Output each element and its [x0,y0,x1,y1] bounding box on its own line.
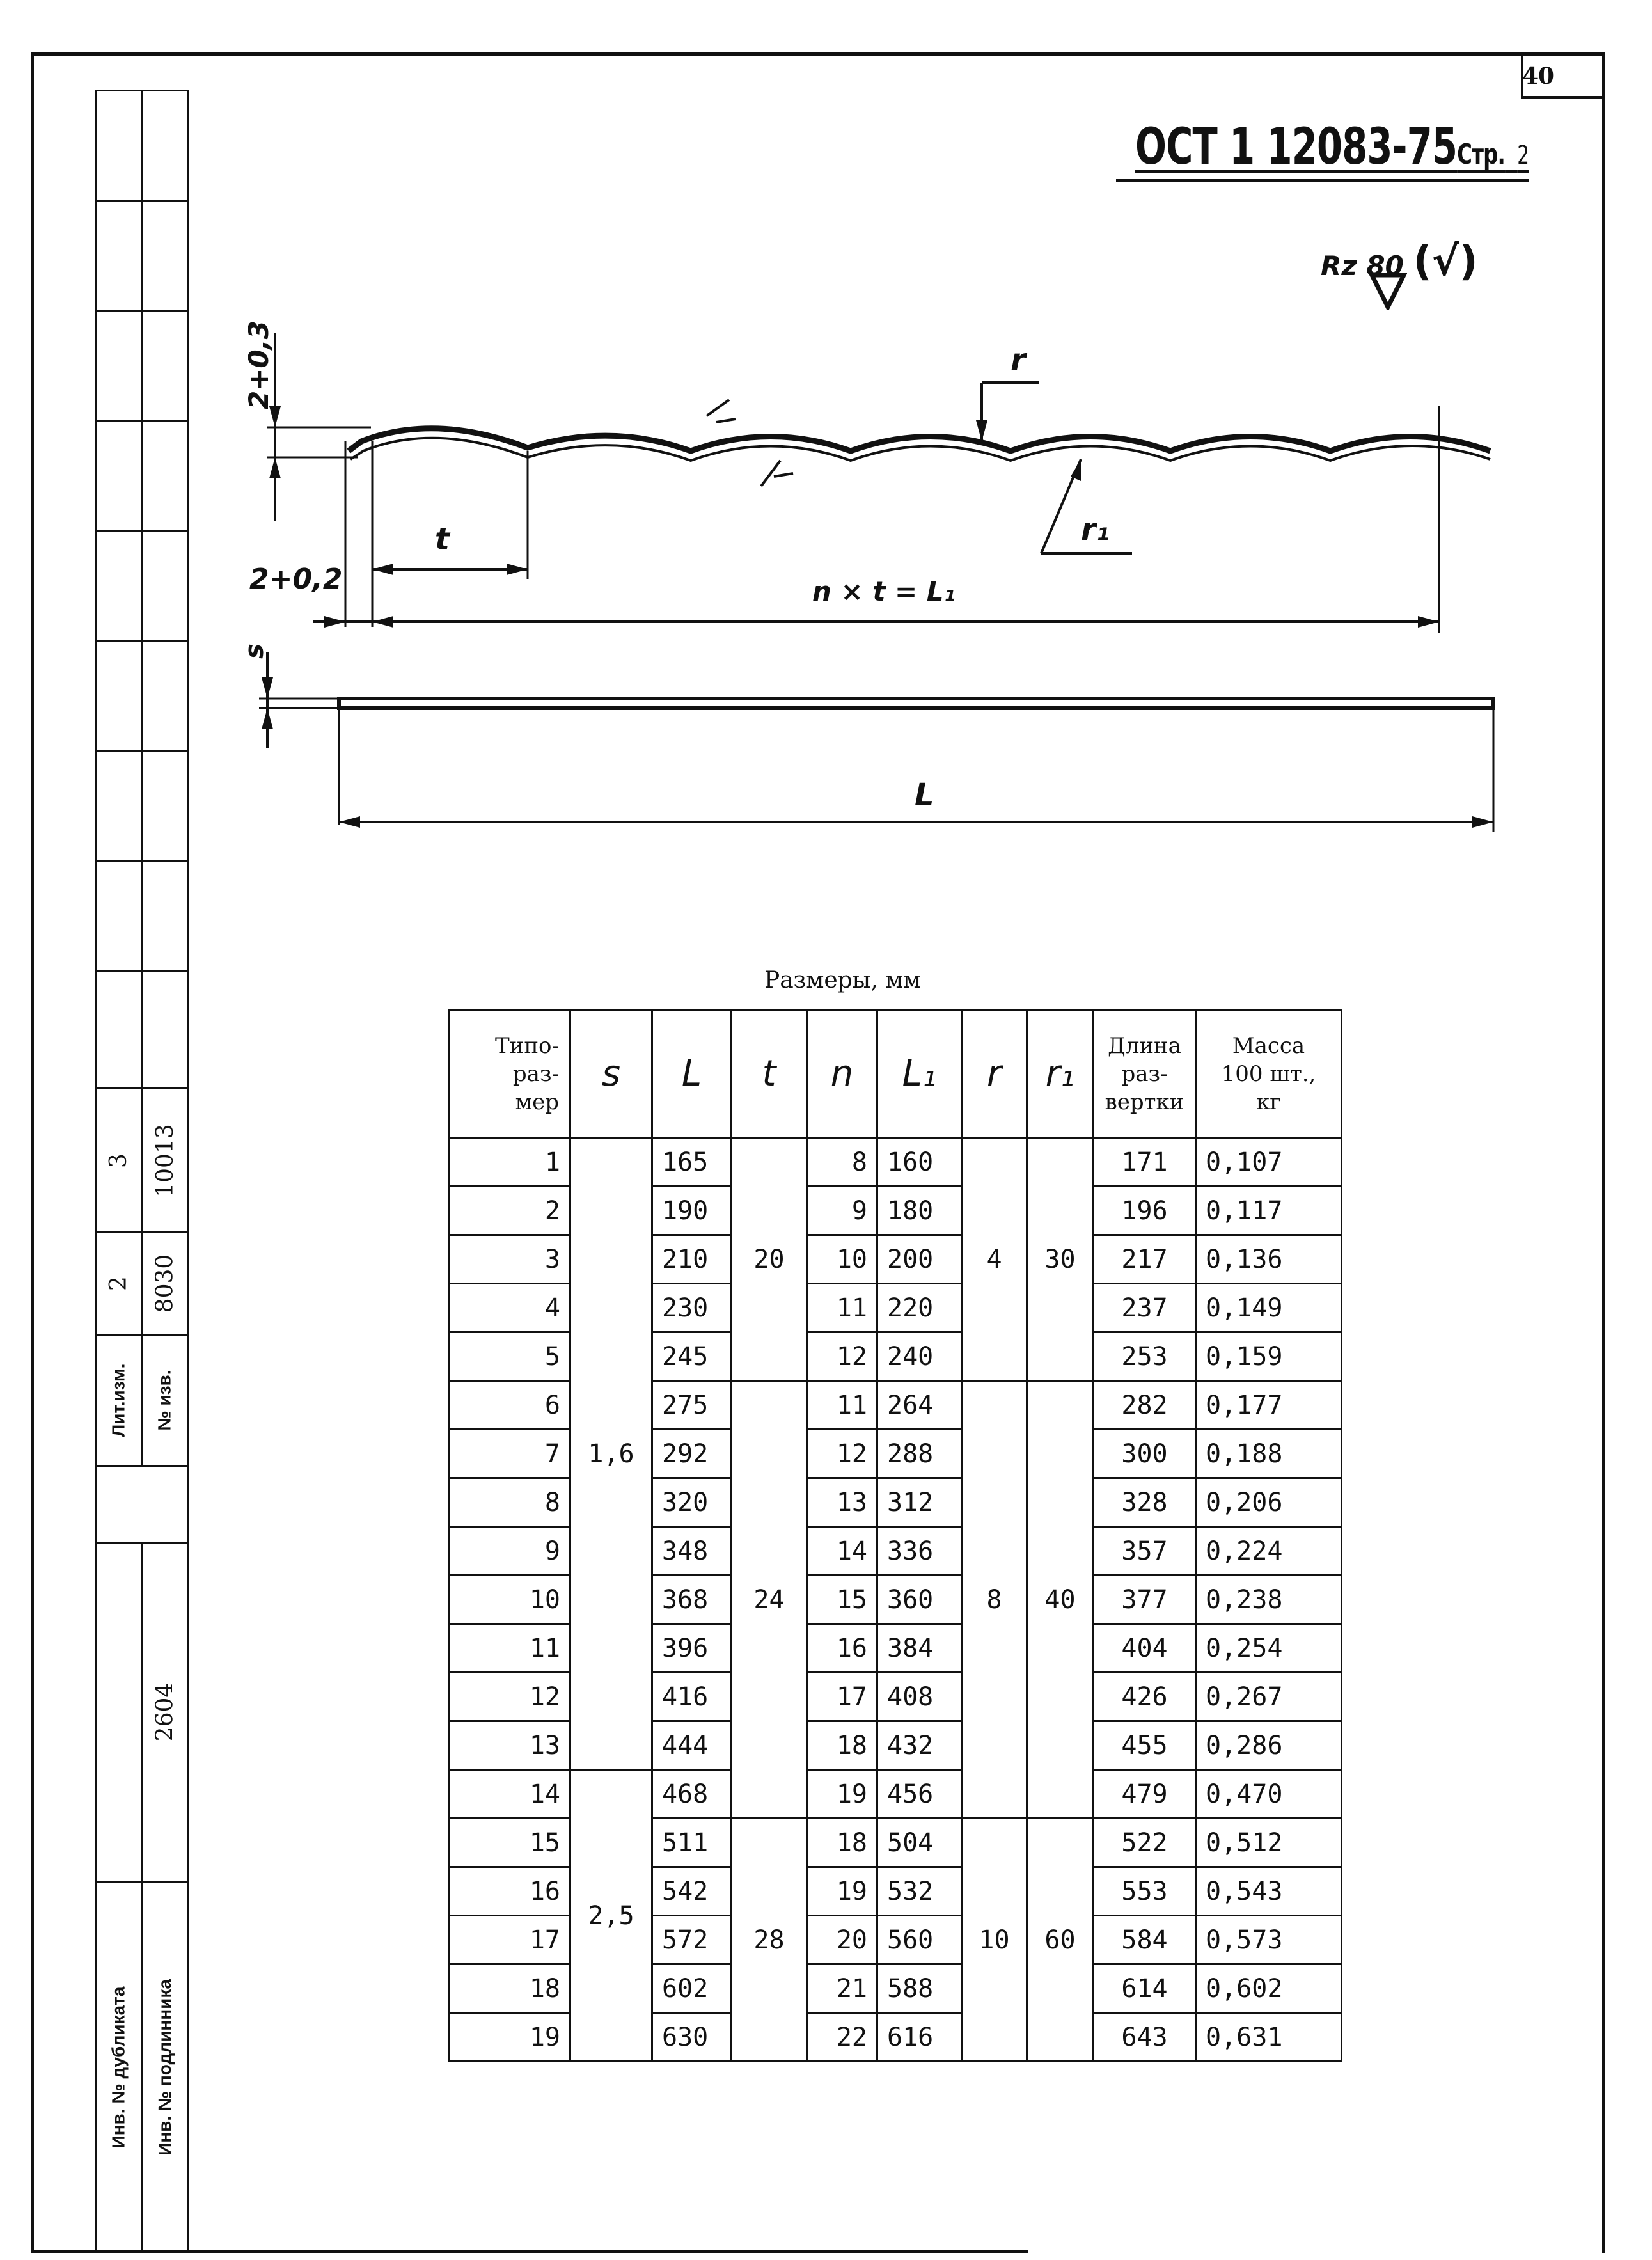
cell-L1: 200 [877,1235,962,1284]
header-development-length: Длина раз- вертки [1094,1011,1196,1138]
table-row [449,1138,1342,1187]
cell-mass: 0,254 [1196,1624,1342,1673]
cell-type: 7 [449,1430,570,1478]
cell-L1: 504 [877,1819,962,1867]
part-drawing [0,0,1652,896]
cell-r1: 40 [1027,1381,1094,1819]
cell-n: 19 [807,1770,877,1819]
cell-n: 19 [807,1867,877,1916]
dim-height: 2+0,3 [243,320,274,409]
header-n: n [807,1011,877,1138]
cell-mass: 0,136 [1196,1235,1342,1284]
revision-2-number: 2 [106,1276,132,1291]
cell-L: 320 [652,1478,732,1527]
cell-L1: 312 [877,1478,962,1527]
cell-mass: 0,224 [1196,1527,1342,1576]
cell-L: 444 [652,1721,732,1770]
cell-n: 12 [807,1430,877,1478]
cell-n: 14 [807,1527,877,1576]
cell-t: 24 [732,1381,807,1819]
roughness-label: Rz 80 [1321,250,1404,281]
cell-development-length: 300 [1094,1430,1196,1478]
cell-L: 542 [652,1867,732,1916]
revision-3-number: 3 [106,1153,132,1168]
cell-n: 12 [807,1332,877,1381]
cell-type: 18 [449,1964,570,2013]
cell-type: 1 [449,1138,570,1187]
header-s: s [570,1011,652,1138]
cell-mass: 0,267 [1196,1673,1342,1721]
dim-radius-inner: r₁ [1081,512,1110,548]
cell-L1: 588 [877,1964,962,2013]
cell-development-length: 196 [1094,1187,1196,1235]
cell-r1: 30 [1027,1138,1094,1381]
cell-development-length: 553 [1094,1867,1196,1916]
cell-L1: 560 [877,1916,962,1964]
header-L: L [652,1011,732,1138]
table-body [449,1138,1342,2062]
cell-L: 630 [652,2013,732,2062]
cell-L: 572 [652,1916,732,1964]
header-r1: r₁ [1027,1011,1094,1138]
cell-n: 22 [807,2013,877,2062]
cell-n: 11 [807,1381,877,1430]
cell-L: 230 [652,1284,732,1332]
cell-L: 468 [652,1770,732,1819]
cell-n: 13 [807,1478,877,1527]
cell-mass: 0,149 [1196,1284,1342,1332]
page-label: Стр. [1457,138,1506,171]
cell-type: 19 [449,2013,570,2062]
roughness-symbol: (√) [1413,238,1478,285]
cell-L: 416 [652,1673,732,1721]
cell-L1: 264 [877,1381,962,1430]
cell-L1: 180 [877,1187,962,1235]
notice-number-label: № изв. [155,1370,175,1431]
cell-L1: 456 [877,1770,962,1819]
header-mass: Масса 100 шт., кг [1196,1011,1342,1138]
duplicate-inventory-label: Инв. № дубликата [108,1986,129,2148]
cell-development-length: 522 [1094,1819,1196,1867]
cell-L1: 160 [877,1138,962,1187]
cell-development-length: 479 [1094,1770,1196,1819]
cell-mass: 0,177 [1196,1381,1342,1430]
cell-r1: 60 [1027,1819,1094,2062]
cell-L: 292 [652,1430,732,1478]
cell-L: 190 [652,1187,732,1235]
cell-L: 602 [652,1964,732,2013]
revision-3-document: 10013 [152,1123,178,1197]
cell-r: 4 [962,1138,1027,1381]
cell-development-length: 404 [1094,1624,1196,1673]
cell-type: 8 [449,1478,570,1527]
cell-mass: 0,512 [1196,1819,1342,1867]
cell-r: 8 [962,1381,1027,1819]
cell-development-length: 426 [1094,1673,1196,1721]
cell-mass: 0,602 [1196,1964,1342,2013]
cell-mass: 0,188 [1196,1430,1342,1478]
cell-n: 21 [807,1964,877,2013]
cell-L1: 432 [877,1721,962,1770]
cell-mass: 0,117 [1196,1187,1342,1235]
dim-total-length: L [915,777,934,813]
cell-mass: 0,159 [1196,1332,1342,1381]
cell-n: 20 [807,1916,877,1964]
cell-development-length: 217 [1094,1235,1196,1284]
cell-L1: 240 [877,1332,962,1381]
cell-development-length: 643 [1094,2013,1196,2062]
cell-type: 9 [449,1527,570,1576]
cell-type: 2 [449,1187,570,1235]
header-L1: L₁ [877,1011,962,1138]
cell-n: 8 [807,1138,877,1187]
cell-type: 5 [449,1332,570,1381]
cell-type: 15 [449,1819,570,1867]
cell-L1: 288 [877,1430,962,1478]
standard-code: ОСТ 1 12083-75 [1135,118,1458,176]
cell-type: 13 [449,1721,570,1770]
dim-thickness: s [240,644,269,659]
cell-development-length: 377 [1094,1576,1196,1624]
cell-type: 14 [449,1770,570,1819]
dim-pitch: t [435,521,450,557]
cell-L1: 532 [877,1867,962,1916]
cell-development-length: 584 [1094,1916,1196,1964]
cell-development-length: 455 [1094,1721,1196,1770]
cell-L1: 384 [877,1624,962,1673]
revision-label: Лит.изм. [108,1363,129,1437]
dim-length-formula: n × t = L₁ [812,576,956,607]
cell-mass: 0,631 [1196,2013,1342,2062]
dim-radius-outer: r [1011,342,1026,378]
dim-offset: 2+0,2 [249,563,343,596]
cell-s: 2,5 [570,1770,652,2062]
cell-L1: 336 [877,1527,962,1576]
table-row [449,1770,1342,1819]
cell-L: 210 [652,1235,732,1284]
cell-type: 4 [449,1284,570,1332]
cell-type: 10 [449,1576,570,1624]
cell-L1: 360 [877,1576,962,1624]
header-r: r [962,1011,1027,1138]
page-no: 2 [1517,141,1529,170]
cell-L: 165 [652,1138,732,1187]
cell-type: 11 [449,1624,570,1673]
cell-development-length: 237 [1094,1284,1196,1332]
cell-mass: 0,206 [1196,1478,1342,1527]
cell-development-length: 282 [1094,1381,1196,1430]
cell-L: 368 [652,1576,732,1624]
cell-L: 396 [652,1624,732,1673]
cell-development-length: 357 [1094,1527,1196,1576]
original-inventory-number: 2604 [152,1682,178,1742]
cell-L: 348 [652,1527,732,1576]
cell-n: 11 [807,1284,877,1332]
cell-L1: 616 [877,2013,962,2062]
cell-L: 245 [652,1332,732,1381]
cell-mass: 0,470 [1196,1770,1342,1819]
table-caption: Размеры, мм [764,967,922,993]
header-t: t [732,1011,807,1138]
cell-type: 16 [449,1867,570,1916]
page-number: 40 [1522,63,1555,90]
cell-type: 6 [449,1381,570,1430]
cell-L: 511 [652,1819,732,1867]
cell-development-length: 328 [1094,1478,1196,1527]
cell-s: 1,6 [570,1138,652,1770]
cell-type: 12 [449,1673,570,1721]
cell-type: 3 [449,1235,570,1284]
cell-L: 275 [652,1381,732,1430]
cell-mass: 0,573 [1196,1916,1342,1964]
cell-L1: 220 [877,1284,962,1332]
original-inventory-label: Инв. № подлинника [155,1979,175,2156]
table-header-row [449,1011,1342,1138]
cell-n: 10 [807,1235,877,1284]
revision-2-document: 8030 [152,1254,178,1313]
cell-n: 16 [807,1624,877,1673]
cell-mass: 0,107 [1196,1138,1342,1187]
cell-t: 28 [732,1819,807,2062]
sizes-table [448,1009,1342,2062]
cell-t: 20 [732,1138,807,1381]
cell-development-length: 614 [1094,1964,1196,2013]
cell-n: 18 [807,1819,877,1867]
header-type: Типо- раз- мер [449,1011,570,1138]
cell-n: 15 [807,1576,877,1624]
cell-L1: 408 [877,1673,962,1721]
cell-r: 10 [962,1819,1027,2062]
cell-mass: 0,238 [1196,1576,1342,1624]
cell-development-length: 253 [1094,1332,1196,1381]
cell-type: 17 [449,1916,570,1964]
cell-n: 18 [807,1721,877,1770]
cell-n: 9 [807,1187,877,1235]
cell-mass: 0,543 [1196,1867,1342,1916]
cell-mass: 0,286 [1196,1721,1342,1770]
cell-n: 17 [807,1673,877,1721]
cell-development-length: 171 [1094,1138,1196,1187]
